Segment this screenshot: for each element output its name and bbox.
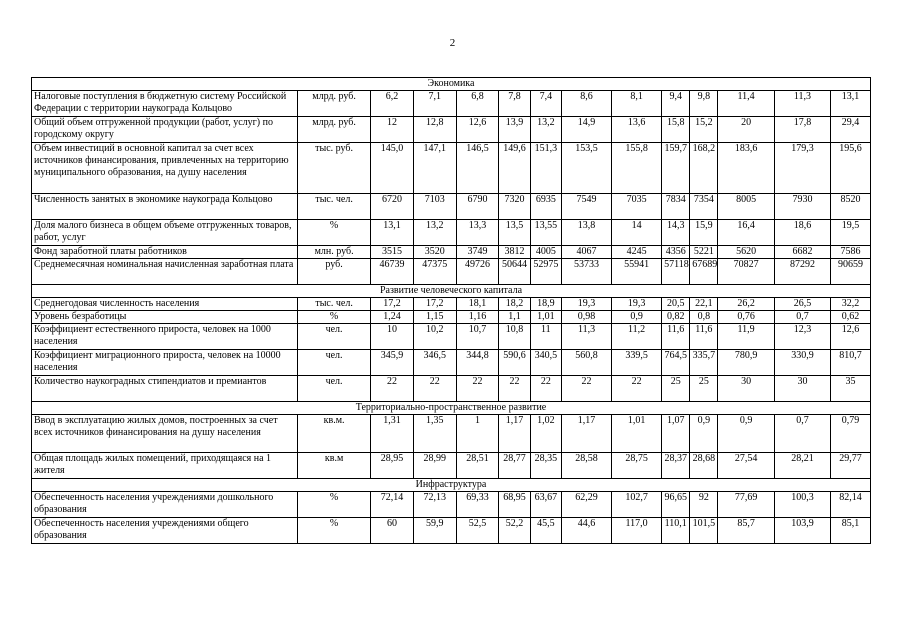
value-cell: 17,2	[371, 298, 414, 311]
value-cell: 0,76	[718, 311, 774, 324]
table-row	[32, 117, 871, 143]
indicator-name: Коэффициент естественного прироста, человек на 1000 населения	[32, 324, 298, 350]
value-cell: 62,29	[561, 492, 611, 518]
value-cell: 47375	[413, 259, 456, 285]
indicator-name: Коэффициент миграционного прироста, человек на 10000 населения	[32, 350, 298, 376]
indicator-name: Обеспеченность населения учреждениями дошкольного образования	[32, 492, 298, 518]
value-cell: 28,75	[612, 453, 662, 479]
value-cell: 0,79	[831, 415, 871, 453]
indicator-unit: %	[298, 518, 371, 544]
value-cell: 69,33	[456, 492, 499, 518]
value-cell: 0,9	[718, 415, 774, 453]
table-row	[32, 518, 871, 544]
value-cell: 35	[831, 376, 871, 402]
value-cell: 13,5	[499, 220, 530, 246]
value-cell: 7035	[612, 194, 662, 220]
table-row	[32, 298, 871, 311]
value-cell: 49726	[456, 259, 499, 285]
value-cell: 6682	[774, 246, 830, 259]
value-cell: 102,7	[612, 492, 662, 518]
value-cell: 6935	[530, 194, 561, 220]
table-row	[32, 492, 871, 518]
value-cell: 10	[371, 324, 414, 350]
value-cell: 0,98	[561, 311, 611, 324]
value-cell: 52975	[530, 259, 561, 285]
value-cell: 7354	[690, 194, 718, 220]
value-cell: 6790	[456, 194, 499, 220]
value-cell: 22	[499, 376, 530, 402]
value-cell: 1,15	[413, 311, 456, 324]
value-cell: 339,5	[612, 350, 662, 376]
value-cell: 330,9	[774, 350, 830, 376]
value-cell: 12,3	[774, 324, 830, 350]
section-header-row	[32, 285, 871, 298]
value-cell: 0,82	[662, 311, 690, 324]
indicators-table	[31, 77, 871, 544]
value-cell: 11,6	[690, 324, 718, 350]
value-cell: 1,07	[662, 415, 690, 453]
value-cell: 13,6	[612, 117, 662, 143]
value-cell: 25	[662, 376, 690, 402]
value-cell: 13,8	[561, 220, 611, 246]
value-cell: 70827	[718, 259, 774, 285]
indicator-unit: млн. руб.	[298, 246, 371, 259]
value-cell: 6720	[371, 194, 414, 220]
value-cell: 145,0	[371, 143, 414, 194]
value-cell: 8,6	[561, 91, 611, 117]
value-cell: 10,8	[499, 324, 530, 350]
value-cell: 12,6	[456, 117, 499, 143]
value-cell: 72,14	[371, 492, 414, 518]
value-cell: 13,2	[413, 220, 456, 246]
value-cell: 1,31	[371, 415, 414, 453]
indicator-unit: млрд. руб.	[298, 91, 371, 117]
value-cell: 340,5	[530, 350, 561, 376]
value-cell: 0,7	[774, 311, 830, 324]
value-cell: 44,6	[561, 518, 611, 544]
value-cell: 13,9	[499, 117, 530, 143]
section-title: Развитие человеческого капитала	[32, 285, 871, 298]
value-cell: 20	[718, 117, 774, 143]
value-cell: 46739	[371, 259, 414, 285]
value-cell: 345,9	[371, 350, 414, 376]
value-cell: 0,62	[831, 311, 871, 324]
value-cell: 55941	[612, 259, 662, 285]
table-row	[32, 376, 871, 402]
value-cell: 1,24	[371, 311, 414, 324]
value-cell: 146,5	[456, 143, 499, 194]
indicator-unit: тыс. чел.	[298, 194, 371, 220]
table-row	[32, 91, 871, 117]
value-cell: 195,6	[831, 143, 871, 194]
indicator-name: Налоговые поступления в бюджетную систему Российской Федерации с территории наукограда Кольцово	[32, 91, 298, 117]
value-cell: 28,99	[413, 453, 456, 479]
value-cell: 7930	[774, 194, 830, 220]
value-cell: 17,2	[413, 298, 456, 311]
value-cell: 155,8	[612, 143, 662, 194]
section-header-row	[32, 479, 871, 492]
value-cell: 50644	[499, 259, 530, 285]
table-row	[32, 143, 871, 194]
table-row	[32, 246, 871, 259]
value-cell: 3515	[371, 246, 414, 259]
value-cell: 9,4	[662, 91, 690, 117]
value-cell: 19,5	[831, 220, 871, 246]
value-cell: 101,5	[690, 518, 718, 544]
value-cell: 22	[371, 376, 414, 402]
value-cell: 18,9	[530, 298, 561, 311]
value-cell: 17,8	[774, 117, 830, 143]
value-cell: 90659	[831, 259, 871, 285]
value-cell: 0,8	[690, 311, 718, 324]
value-cell: 7549	[561, 194, 611, 220]
indicator-name: Доля малого бизнеса в общем объеме отгруженных товаров, работ, услуг	[32, 220, 298, 246]
value-cell: 11,6	[662, 324, 690, 350]
value-cell: 16,4	[718, 220, 774, 246]
value-cell: 7586	[831, 246, 871, 259]
value-cell: 179,3	[774, 143, 830, 194]
value-cell: 19,3	[561, 298, 611, 311]
value-cell: 7,8	[499, 91, 530, 117]
value-cell: 63,67	[530, 492, 561, 518]
value-cell: 13,55	[530, 220, 561, 246]
value-cell: 3520	[413, 246, 456, 259]
value-cell: 53733	[561, 259, 611, 285]
value-cell: 59,9	[413, 518, 456, 544]
value-cell: 780,9	[718, 350, 774, 376]
value-cell: 7,1	[413, 91, 456, 117]
value-cell: 151,3	[530, 143, 561, 194]
value-cell: 28,95	[371, 453, 414, 479]
value-cell: 60	[371, 518, 414, 544]
indicator-name: Среднегодовая численность населения	[32, 298, 298, 311]
value-cell: 103,9	[774, 518, 830, 544]
value-cell: 110,1	[662, 518, 690, 544]
indicator-name: Уровень безработицы	[32, 311, 298, 324]
value-cell: 12,8	[413, 117, 456, 143]
value-cell: 149,6	[499, 143, 530, 194]
value-cell: 45,5	[530, 518, 561, 544]
value-cell: 1,35	[413, 415, 456, 453]
value-cell: 30	[718, 376, 774, 402]
value-cell: 28,58	[561, 453, 611, 479]
value-cell: 28,21	[774, 453, 830, 479]
value-cell: 1,1	[499, 311, 530, 324]
value-cell: 14,3	[662, 220, 690, 246]
indicator-unit: %	[298, 220, 371, 246]
value-cell: 13,3	[456, 220, 499, 246]
value-cell: 9,8	[690, 91, 718, 117]
indicator-name: Объем инвестиций в основной капитал за счет всех источников финансирования, привлеченных на территорию муниципального образования, на душу населения	[32, 143, 298, 194]
value-cell: 153,5	[561, 143, 611, 194]
value-cell: 52,5	[456, 518, 499, 544]
section-header-row	[32, 78, 871, 91]
value-cell: 67689	[690, 259, 718, 285]
value-cell: 57118	[662, 259, 690, 285]
indicator-unit: кв.м.	[298, 415, 371, 453]
value-cell: 28,35	[530, 453, 561, 479]
value-cell: 1	[456, 415, 499, 453]
value-cell: 6,2	[371, 91, 414, 117]
value-cell: 1,17	[499, 415, 530, 453]
value-cell: 15,9	[690, 220, 718, 246]
indicator-name: Среднемесячная номинальная начисленная заработная плата	[32, 259, 298, 285]
value-cell: 26,2	[718, 298, 774, 311]
indicator-unit: млрд. руб.	[298, 117, 371, 143]
value-cell: 1,01	[612, 415, 662, 453]
value-cell: 11,9	[718, 324, 774, 350]
value-cell: 22	[561, 376, 611, 402]
table-row	[32, 324, 871, 350]
page-number: 2	[449, 37, 456, 49]
table-row	[32, 259, 871, 285]
value-cell: 12,6	[831, 324, 871, 350]
indicator-name: Обеспеченность населения учреждениями общего образования	[32, 518, 298, 544]
value-cell: 28,77	[499, 453, 530, 479]
value-cell: 344,8	[456, 350, 499, 376]
value-cell: 96,65	[662, 492, 690, 518]
value-cell: 14	[612, 220, 662, 246]
indicator-unit: чел.	[298, 324, 371, 350]
value-cell: 68,95	[499, 492, 530, 518]
value-cell: 1,01	[530, 311, 561, 324]
value-cell: 13,2	[530, 117, 561, 143]
value-cell: 19,3	[612, 298, 662, 311]
value-cell: 28,68	[690, 453, 718, 479]
indicator-unit: кв.м	[298, 453, 371, 479]
value-cell: 1,16	[456, 311, 499, 324]
value-cell: 0,7	[774, 415, 830, 453]
section-title: Экономика	[32, 78, 871, 91]
table-row	[32, 311, 871, 324]
indicator-unit: тыс. чел.	[298, 298, 371, 311]
value-cell: 28,37	[662, 453, 690, 479]
value-cell: 15,8	[662, 117, 690, 143]
indicator-unit: руб.	[298, 259, 371, 285]
value-cell: 4067	[561, 246, 611, 259]
indicator-name: Количество наукоградных стипендиатов и премиантов	[32, 376, 298, 402]
value-cell: 764,5	[662, 350, 690, 376]
indicator-name: Ввод в эксплуатацию жилых домов, построенных за счет всех источников финансирования на душу населения	[32, 415, 298, 453]
value-cell: 12	[371, 117, 414, 143]
value-cell: 72,13	[413, 492, 456, 518]
value-cell: 28,51	[456, 453, 499, 479]
value-cell: 335,7	[690, 350, 718, 376]
value-cell: 11,2	[612, 324, 662, 350]
table-row	[32, 415, 871, 453]
value-cell: 77,69	[718, 492, 774, 518]
value-cell: 3812	[499, 246, 530, 259]
table-row	[32, 194, 871, 220]
table-row	[32, 220, 871, 246]
value-cell: 5221	[690, 246, 718, 259]
value-cell: 11,4	[718, 91, 774, 117]
section-header-row	[32, 402, 871, 415]
value-cell: 4245	[612, 246, 662, 259]
value-cell: 4356	[662, 246, 690, 259]
value-cell: 8520	[831, 194, 871, 220]
value-cell: 183,6	[718, 143, 774, 194]
value-cell: 18,6	[774, 220, 830, 246]
value-cell: 30	[774, 376, 830, 402]
value-cell: 87292	[774, 259, 830, 285]
value-cell: 10,7	[456, 324, 499, 350]
indicator-unit: чел.	[298, 376, 371, 402]
value-cell: 8,1	[612, 91, 662, 117]
indicator-unit: %	[298, 492, 371, 518]
value-cell: 82,14	[831, 492, 871, 518]
indicator-unit: чел.	[298, 350, 371, 376]
value-cell: 22,1	[690, 298, 718, 311]
value-cell: 100,3	[774, 492, 830, 518]
value-cell: 4005	[530, 246, 561, 259]
value-cell: 22	[612, 376, 662, 402]
value-cell: 32,2	[831, 298, 871, 311]
value-cell: 18,1	[456, 298, 499, 311]
value-cell: 117,0	[612, 518, 662, 544]
value-cell: 7320	[499, 194, 530, 220]
value-cell: 7,4	[530, 91, 561, 117]
value-cell: 92	[690, 492, 718, 518]
value-cell: 168,2	[690, 143, 718, 194]
value-cell: 85,1	[831, 518, 871, 544]
value-cell: 29,77	[831, 453, 871, 479]
value-cell: 22	[456, 376, 499, 402]
value-cell: 147,1	[413, 143, 456, 194]
value-cell: 85,7	[718, 518, 774, 544]
value-cell: 11,3	[774, 91, 830, 117]
value-cell: 810,7	[831, 350, 871, 376]
value-cell: 13,1	[371, 220, 414, 246]
value-cell: 11,3	[561, 324, 611, 350]
table-row	[32, 350, 871, 376]
value-cell: 3749	[456, 246, 499, 259]
indicator-name: Фонд заработной платы работников	[32, 246, 298, 259]
section-title: Инфраструктура	[32, 479, 871, 492]
value-cell: 15,2	[690, 117, 718, 143]
value-cell: 8005	[718, 194, 774, 220]
indicator-unit: тыс. руб.	[298, 143, 371, 194]
value-cell: 590,6	[499, 350, 530, 376]
value-cell: 5620	[718, 246, 774, 259]
value-cell: 27,54	[718, 453, 774, 479]
indicator-unit: %	[298, 311, 371, 324]
value-cell: 0,9	[612, 311, 662, 324]
value-cell: 29,4	[831, 117, 871, 143]
value-cell: 25	[690, 376, 718, 402]
value-cell: 560,8	[561, 350, 611, 376]
value-cell: 20,5	[662, 298, 690, 311]
value-cell: 18,2	[499, 298, 530, 311]
value-cell: 0,9	[690, 415, 718, 453]
value-cell: 1,17	[561, 415, 611, 453]
value-cell: 52,2	[499, 518, 530, 544]
value-cell: 14,9	[561, 117, 611, 143]
section-title: Территориально-пространственное развитие	[32, 402, 871, 415]
value-cell: 346,5	[413, 350, 456, 376]
indicator-name: Общая площадь жилых помещений, приходящаяся на 1 жителя	[32, 453, 298, 479]
value-cell: 22	[530, 376, 561, 402]
value-cell: 1,02	[530, 415, 561, 453]
value-cell: 13,1	[831, 91, 871, 117]
value-cell: 11	[530, 324, 561, 350]
value-cell: 6,8	[456, 91, 499, 117]
indicator-name: Численность занятых в экономике наукограда Кольцово	[32, 194, 298, 220]
indicator-name: Общий объем отгруженной продукции (работ, услуг) по городскому округу	[32, 117, 298, 143]
table-row	[32, 453, 871, 479]
value-cell: 26,5	[774, 298, 830, 311]
value-cell: 10,2	[413, 324, 456, 350]
value-cell: 7103	[413, 194, 456, 220]
value-cell: 159,7	[662, 143, 690, 194]
value-cell: 7834	[662, 194, 690, 220]
value-cell: 22	[413, 376, 456, 402]
